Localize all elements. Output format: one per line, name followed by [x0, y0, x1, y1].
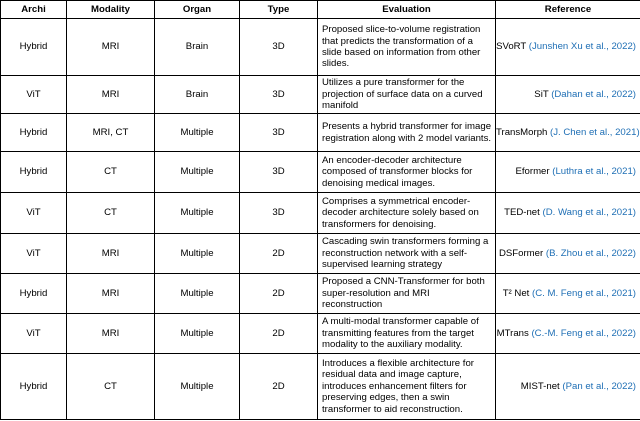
cell-archi: ViT: [1, 234, 67, 274]
cell-modality: CT: [67, 193, 155, 234]
table-row: [1, 19, 640, 76]
cell-archi: Hybrid: [1, 114, 67, 152]
header-modality: Modality: [67, 1, 155, 19]
table-row: [1, 76, 640, 114]
cell-evaluation: Proposed a CNN-Transformer for both super-resolution and MRI reconstruction: [318, 274, 496, 314]
cell-organ: Multiple: [155, 234, 240, 274]
cell-evaluation: Proposed slice-to-volume registration that predicts the transformation of a slide based on information from other slides.: [318, 19, 496, 76]
reference-citation-link[interactable]: (J. Chen et al., 2021): [550, 126, 640, 138]
cell-archi: Hybrid: [1, 152, 67, 193]
cell-reference: [496, 234, 640, 274]
cell-organ: Multiple: [155, 152, 240, 193]
cell-type: 3D: [240, 152, 318, 193]
cell-organ: Multiple: [155, 193, 240, 234]
table-body: [1, 19, 640, 420]
reference-name: SiT: [534, 88, 549, 100]
cell-archi: ViT: [1, 314, 67, 354]
cell-archi: Hybrid: [1, 354, 67, 420]
cell-evaluation: An encoder-decoder architecture composed of transformer blocks for denoising medical images.: [318, 152, 496, 193]
cell-archi: ViT: [1, 193, 67, 234]
cell-evaluation: Utilizes a pure transformer for the projection of surface data on a curved manifold: [318, 76, 496, 114]
cell-type: 2D: [240, 354, 318, 420]
reference-citation-link[interactable]: (B. Zhou et al., 2022): [545, 247, 636, 259]
cell-organ: Multiple: [155, 314, 240, 354]
reference-name: DSFormer: [498, 247, 544, 259]
reference-name: Eformer: [515, 166, 550, 178]
header-organ: Organ: [155, 1, 240, 19]
cell-evaluation: Comprises a symmetrical encoder-decoder architecture solely based on transformers for denoising.: [318, 193, 496, 234]
cell-organ: Brain: [155, 19, 240, 76]
table-row: [1, 234, 640, 274]
reference-citation-link[interactable]: (C. M. Feng et al., 2021): [532, 287, 636, 299]
cell-archi: Hybrid: [1, 19, 67, 76]
cell-organ: Multiple: [155, 354, 240, 420]
cell-modality: MRI: [67, 234, 155, 274]
table-header: [1, 1, 640, 19]
cell-organ: Multiple: [155, 114, 240, 152]
cell-reference: [496, 193, 640, 234]
cell-modality: MRI: [67, 19, 155, 76]
header-type: Type: [240, 1, 318, 19]
cell-type: 2D: [240, 314, 318, 354]
reference-name: MTrans: [496, 327, 529, 339]
reference-name: TED-net: [504, 207, 540, 219]
cell-evaluation: A multi-modal transformer capable of transmitting features from the target modality to the auxiliary modality.: [318, 314, 496, 354]
cell-reference: [496, 354, 640, 420]
cell-modality: MRI: [67, 274, 155, 314]
reference-citation-link[interactable]: (D. Wang et al., 2021): [542, 207, 636, 219]
reference-name: T² Net: [502, 287, 530, 299]
cell-type: 3D: [240, 76, 318, 114]
cell-archi: Hybrid: [1, 274, 67, 314]
cell-archi: ViT: [1, 76, 67, 114]
cell-reference: [496, 274, 640, 314]
cell-modality: CT: [67, 152, 155, 193]
header-row: [1, 1, 640, 19]
table-row: [1, 193, 640, 234]
cell-reference: [496, 76, 640, 114]
cell-evaluation: Cascading swin transformers forming a reconstruction network with a self-supervised learning strategy: [318, 234, 496, 274]
header-reference: Reference: [496, 1, 640, 19]
cell-evaluation: Introduces a flexible architecture for residual data and image capture, introduces enhancement filters for preserving edges, then a swin transformer to aid reconstruction.: [318, 354, 496, 420]
table-row: [1, 354, 640, 420]
reference-name: MIST-net: [520, 380, 560, 392]
cell-modality: MRI: [67, 76, 155, 114]
cell-modality: MRI: [67, 314, 155, 354]
reference-citation-link[interactable]: (Junshen Xu et al., 2022): [528, 41, 636, 53]
table-row: [1, 314, 640, 354]
table-row: [1, 152, 640, 193]
reference-name: SVoRT: [496, 41, 527, 53]
reference-citation-link[interactable]: (Pan et al., 2022): [562, 380, 636, 392]
cell-type: 3D: [240, 114, 318, 152]
reference-citation-link[interactable]: (Dahan et al., 2022): [551, 88, 636, 100]
cell-organ: Brain: [155, 76, 240, 114]
cell-reference: [496, 314, 640, 354]
reference-citation-link[interactable]: (C.-M. Feng et al., 2022): [531, 327, 636, 339]
cell-evaluation: Presents a hybrid transformer for image registration along with 2 model variants.: [318, 114, 496, 152]
reference-name: TransMorph: [496, 126, 548, 138]
reference-citation-link[interactable]: (Luthra et al., 2021): [552, 166, 636, 178]
header-archi: Archi: [1, 1, 67, 19]
cell-type: 2D: [240, 234, 318, 274]
cell-modality: MRI, CT: [67, 114, 155, 152]
cell-reference: [496, 19, 640, 76]
cell-organ: Multiple: [155, 274, 240, 314]
cell-type: 3D: [240, 19, 318, 76]
cell-reference: [496, 152, 640, 193]
cell-type: 3D: [240, 193, 318, 234]
header-evaluation: Evaluation: [318, 1, 496, 19]
cell-modality: CT: [67, 354, 155, 420]
table-row: [1, 274, 640, 314]
cell-type: 2D: [240, 274, 318, 314]
cell-reference: [496, 114, 640, 152]
table-row: [1, 114, 640, 152]
